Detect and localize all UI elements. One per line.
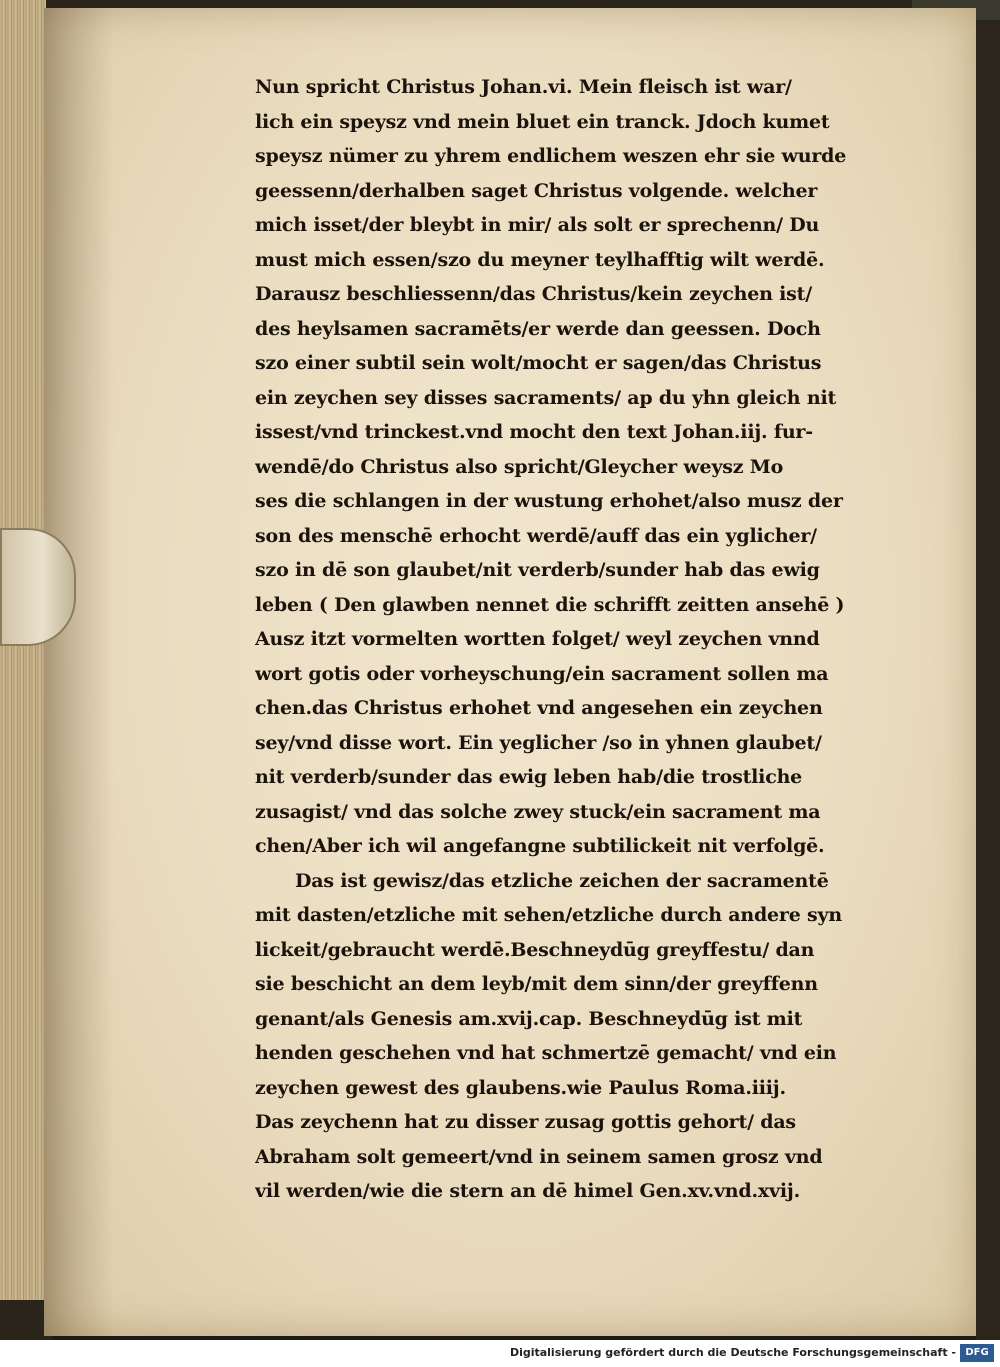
text-line: Abraham solt gemeert/vnd in seinem samen grosz vnd (255, 1145, 823, 1168)
dfg-logo: DFG (960, 1344, 994, 1362)
text-line: Nun spricht Christus Johan.vi. Mein fleisch ist war/ (255, 76, 792, 98)
text-line: chen.das Christus erhohet vnd angesehen ein zeychen (255, 697, 823, 719)
text-line: mich isset/der bleybt in mir/ als solt er sprechenn/ Du (255, 214, 820, 236)
text-line: genant/als Genesis am.xvij.cap. Beschneydūg ist mit (255, 1007, 803, 1030)
text-line: chen/Aber ich wil angefangne subtilickeit nit verfolgē. (255, 835, 825, 857)
text-line: szo in dē son glaubet/nit verderb/sunder hab das ewig (255, 559, 820, 581)
book-clasp (0, 528, 76, 646)
text-line: lickeit/gebraucht werdē.Beschneydūg greyffestu/ dan (255, 938, 815, 961)
text-line: speysz nümer zu yhrem endlichem weszen ehr sie wurde (255, 145, 847, 167)
text-line: zusagist/ vnd das solche zwey stuck/ein sacrament ma (255, 800, 821, 823)
text-line-paragraph-start: Das ist gewisz/das etzliche zeichen der sacramentē (295, 869, 829, 892)
page-text-block (255, 70, 980, 1209)
book-page-edges (0, 0, 46, 1340)
text-line: zeychen gewest des glaubens.wie Paulus Roma.iiij. (255, 1076, 786, 1099)
text-line: des heylsamen sacramēts/er werde dan geessen. Doch (255, 317, 821, 340)
text-line: sey/vnd disse wort. Ein yeglicher /so in yhnen glaubet/ (255, 731, 822, 754)
text-line: Darausz beschliessenn/das Christus/kein zeychen ist/ (255, 283, 812, 305)
text-line: geessenn/derhalben saget Christus volgende. welcher (255, 179, 818, 202)
text-line: wort gotis oder vorheyschung/ein sacrament sollen ma (255, 662, 829, 685)
text-line: wendē/do Christus also spricht/Gleycher weysz Mo (255, 455, 784, 478)
funding-credit: Digitalisierung gefördert durch die Deutsche Forschungsgemeinschaft - (509, 1346, 956, 1359)
text-line: leben ( Den glawben nennet die schrifft zeitten ansehē ) (255, 593, 845, 616)
text-line: Ausz itzt vormelten wortten folget/ weyl zeychen vnnd (255, 628, 820, 650)
text-line: sie beschicht an dem leyb/mit dem sinn/der greyffenn (255, 973, 818, 995)
text-line: Das zeychenn hat zu disser zusag gottis gehort/ das (255, 1111, 796, 1133)
text-line: henden geschehen vnd hat schmertzē gemacht/ vnd ein (255, 1042, 837, 1064)
text-line: vil werden/wie die stern an dē himel Gen.xv.vnd.xvij. (255, 1180, 800, 1202)
text-line: szo einer subtil sein wolt/mocht er sagen/das Christus (255, 352, 822, 374)
text-line: must mich essen/szo du meyner teylhafftig wilt werdē. (255, 248, 825, 271)
text-line: nit verderb/sunder das ewig leben hab/die trostliche (255, 766, 803, 788)
text-line: ein zeychen sey disses sacraments/ ap du yhn gleich nit (255, 386, 837, 409)
text-line: lich ein speysz vnd mein bluet ein tranck. Jdoch kumet (255, 110, 830, 133)
page-gutter-shadow (44, 8, 114, 1336)
text-line: ses die schlangen in der wustung erhohet/also musz der (255, 490, 843, 512)
digitization-footer (0, 1340, 1000, 1367)
text-line: son des menschē erhocht werdē/auff das ein yglicher/ (255, 524, 817, 547)
text-line: mit dasten/etzliche mit sehen/etzliche durch andere syn (255, 904, 842, 926)
text-line: issest/vnd trinckest.vnd mocht den text Johan.iij. fur- (255, 421, 813, 443)
